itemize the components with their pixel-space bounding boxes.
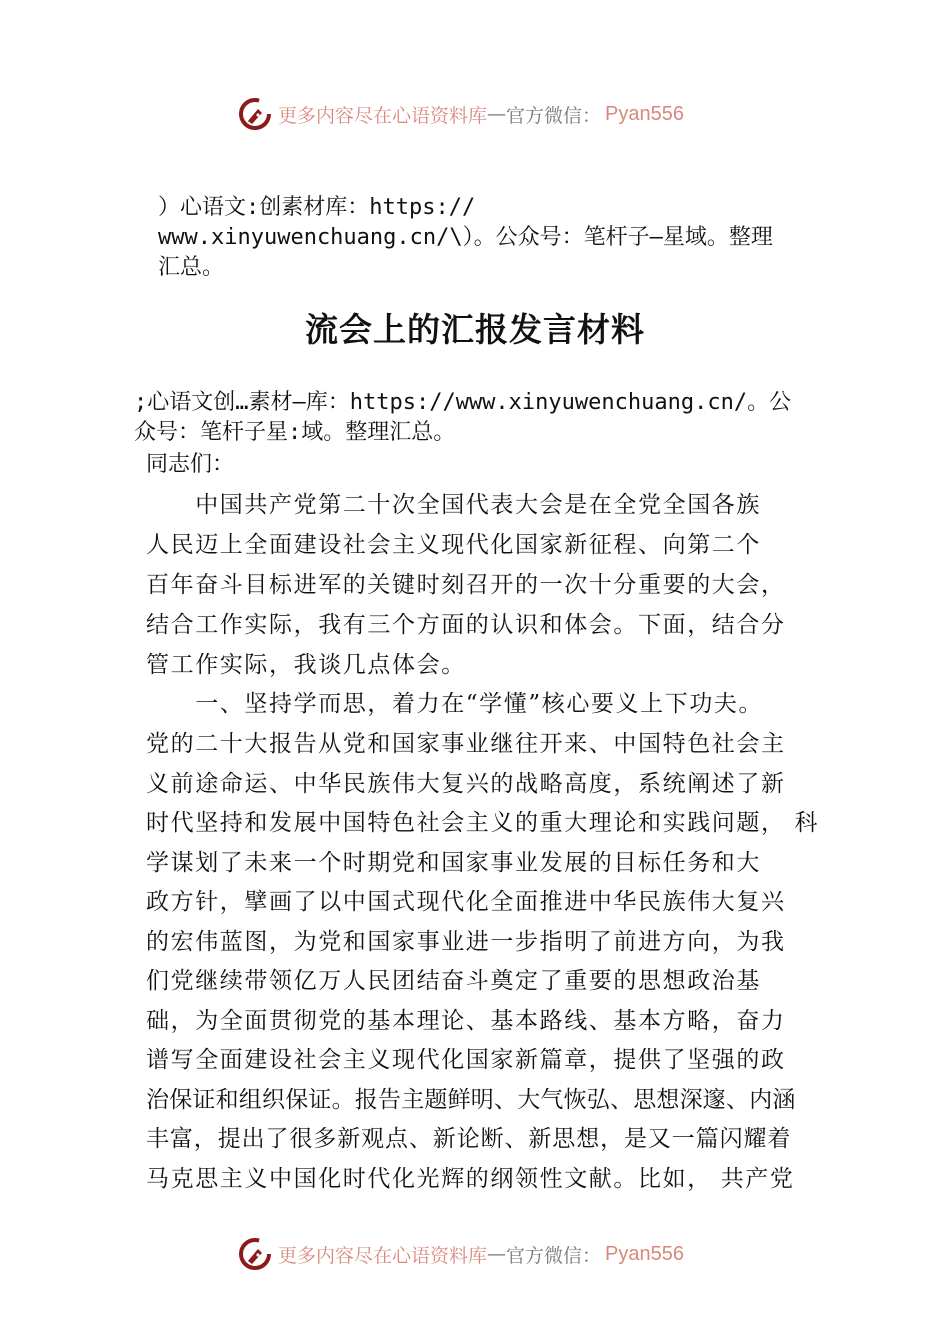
body-line: 管工作实际，我谈几点体会。 <box>146 652 466 678</box>
source-note-line: 众号：笔杆子星:域。整理汇总。 <box>134 420 456 445</box>
document-title: 流会上的汇报发言材料 <box>305 310 645 349</box>
banner-dash: — <box>487 1243 507 1265</box>
body-line: 政方针，擘画了以中国式现代化全面推进中华民族伟大复兴 <box>146 889 786 915</box>
source-note-line: ）心语文:创素材库：https:// <box>158 195 476 220</box>
salutation: 同志们： <box>146 452 235 477</box>
body-line: 中国共产党第二十次全国代表大会是在全党全国各族 <box>146 492 761 518</box>
header-watermark-banner <box>238 96 718 132</box>
pen-nib-logo-icon <box>238 97 272 131</box>
source-note-line: www.xinyuwenchuang.cn/\）。公众号：笔杆子—星域。整理 <box>158 225 773 250</box>
section-heading: 一、坚持学而思，着力在“学懂”核心要义上下功夫。 <box>146 691 764 717</box>
source-note-line: 汇总。 <box>158 255 225 280</box>
source-note-line: ;心语文创…素材—库：https://www.xinyuwenchuang.cn/。公 <box>134 390 792 415</box>
banner-slogan: 更多内容尽在心语资料库 <box>278 104 488 127</box>
banner-wechat-label: 官方微信： <box>506 1244 602 1267</box>
body-line: 的宏伟蓝图，为党和国家事业进一步指明了前进方向，为我 <box>146 929 786 955</box>
footer-watermark-banner <box>238 1236 718 1272</box>
body-line: 学谋划了未来一个时期党和国家事业发展的目标任务和大 <box>146 850 761 876</box>
banner-wechat-label: 官方微信： <box>506 104 602 127</box>
body-line: 结合工作实际，我有三个方面的认识和体会。下面，结合分 <box>146 612 786 638</box>
banner-slogan: 更多内容尽在心语资料库 <box>278 1244 488 1267</box>
body-line: 义前途命运、中华民族伟大复兴的战略高度，系统阐述了新 <box>146 771 786 797</box>
banner-wechat-id: Pyan556 <box>605 1242 684 1265</box>
banner-dash: — <box>487 103 507 125</box>
pen-nib-logo-icon <box>238 1237 272 1271</box>
body-line: 谱写全面建设社会主义现代化国家新篇章，提供了坚强的政 <box>146 1047 786 1073</box>
body-line: 们党继续带领亿万人民团结奋斗奠定了重要的思想政治基 <box>146 968 761 994</box>
banner-wechat-id: Pyan556 <box>605 102 684 125</box>
body-line: 百年奋斗目标进军的关键时刻召开的一次十分重要的大会， <box>146 572 786 598</box>
body-line: 党的二十大报告从党和国家事业继往开来、中国特色社会主 <box>146 731 786 757</box>
body-line: 丰富，提出了很多新观点、新论断、新思想，是又一篇闪耀着 <box>146 1126 792 1152</box>
body-line: 时代坚持和发展中国特色社会主义的重大理论和实践问题， 科 <box>146 810 820 836</box>
body-line: 马克思主义中国化时代化光辉的纲领性文献。比如， 共产党 <box>146 1166 795 1192</box>
body-line: 人民迈上全面建设社会主义现代化国家新征程、向第二个 <box>146 532 761 558</box>
body-line: 础，为全面贯彻党的基本理论、基本路线、基本方略，奋力 <box>146 1008 786 1034</box>
body-line: 治保证和组织保证。报告主题鲜明、大气恢弘、思想深邃、内涵 <box>146 1087 796 1113</box>
